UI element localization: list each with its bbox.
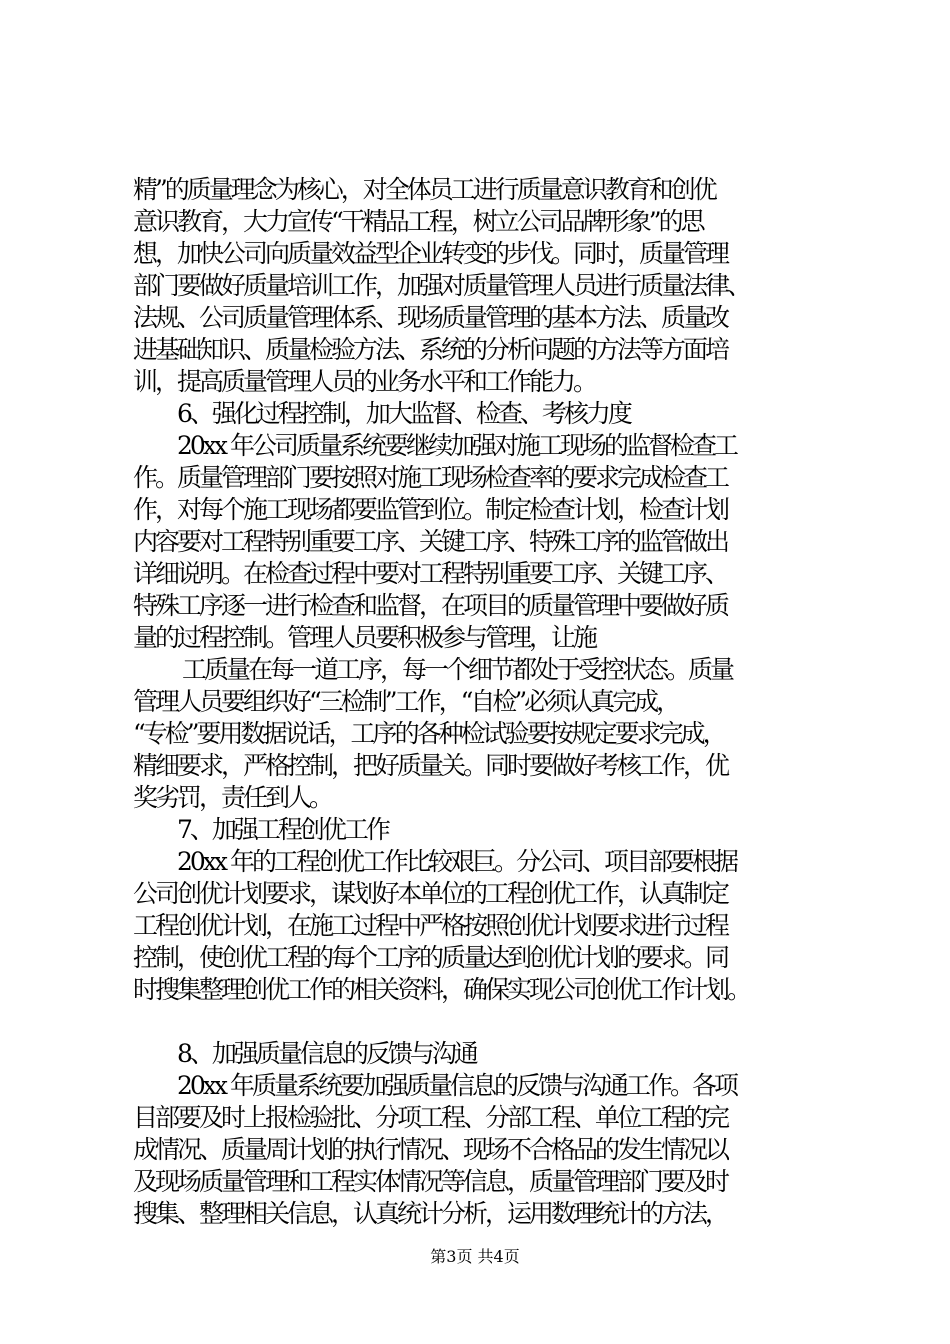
body-line: 20xx 年的工程创优工作比较艰巨。分公司、项目部要根据 <box>177 847 736 876</box>
body-line: 精”的质量理念为核心，对全体员工进行质量意识教育和创优 <box>133 175 715 204</box>
body-line: 目部要及时上报检验批、分项工程、分部工程、单位工程的完 <box>133 1103 728 1132</box>
section-heading-7: 7、加强工程创优工作 <box>177 815 388 844</box>
body-line: 训，提高质量管理人员的业务水平和工作能力。 <box>133 367 596 396</box>
body-line: 工程创优计划，在施工过程中严格按照创优计划要求进行过程 <box>133 911 728 940</box>
section-heading-6: 6、强化过程控制，加大监督、检查、考核力度 <box>177 399 630 428</box>
body-line: 想，加快公司向质量效益型企业转变的步伐。同时，质量管理 <box>133 239 728 268</box>
body-line: 工质量在每一道工序，每一个细节都处于受控状态。质量 <box>182 655 733 684</box>
body-line: 法规、公司质量管理体系、现场质量管理的基本方法、质量改 <box>133 303 728 332</box>
body-line: 量的过程控制。管理人员要积极参与管理，让施 <box>133 623 596 652</box>
body-line: 作，对每个施工现场都要监管到位。制定检查计划，检查计划 <box>133 495 728 524</box>
body-line: 及现场质量管理和工程实体情况等信息，质量管理部门要及时 <box>133 1167 728 1196</box>
body-line: 时搜集整理创优工作的相关资料，确保实现公司创优工作计划。 <box>133 975 750 1004</box>
body-line: 搜集、整理相关信息，认真统计分析，运用数理统计的方法， <box>133 1199 728 1228</box>
body-line: 详细说明。在检查过程中要对工程特别重要工序、关键工序、 <box>133 559 728 588</box>
body-line: 奖劣罚，责任到人。 <box>133 783 332 812</box>
body-line: 控制，使创优工程的每个工序的质量达到创优计划的要求。同 <box>133 943 728 972</box>
body-line: 管理人员要组织好“三检制”工作，“自检”必须认真完成， <box>133 687 679 716</box>
body-line: 作。质量管理部门要按照对施工现场检查率的要求完成检查工 <box>133 463 728 492</box>
body-line: 公司创优计划要求，谋划好本单位的工程创优工作，认真制定 <box>133 879 728 908</box>
body-line: 部门要做好质量培训工作，加强对质量管理人员进行质量法律、 <box>133 271 750 300</box>
body-line: 成情况、质量周计划的执行情况、现场不合格品的发生情况以 <box>133 1135 728 1164</box>
body-line: 精细要求，严格控制，把好质量关。同时要做好考核工作，优 <box>133 751 728 780</box>
section-heading-8: 8、加强质量信息的反馈与沟通 <box>177 1039 476 1068</box>
body-line: 特殊工序逐一进行检查和监督，在项目的质量管理中要做好质 <box>133 591 728 620</box>
body-line: 进基础知识、质量检验方法、系统的分析问题的方法等方面培 <box>133 335 728 364</box>
body-line: 内容要对工程特别重要工序、关键工序、特殊工序的监管做出 <box>133 527 728 556</box>
page-number-footer: 第3页 共4页 <box>430 1247 520 1266</box>
body-line: 意识教育，大力宣传“干精品工程，树立公司品牌形象”的思 <box>133 207 703 236</box>
body-line: 20xx 年质量系统要加强质量信息的反馈与沟通工作。各项 <box>177 1071 736 1100</box>
body-line: “专检”要用数据说话，工序的各种检试验要按规定要求完成， <box>133 719 725 748</box>
body-line: 20xx 年公司质量系统要继续加强对施工现场的监督检查工 <box>177 431 736 460</box>
